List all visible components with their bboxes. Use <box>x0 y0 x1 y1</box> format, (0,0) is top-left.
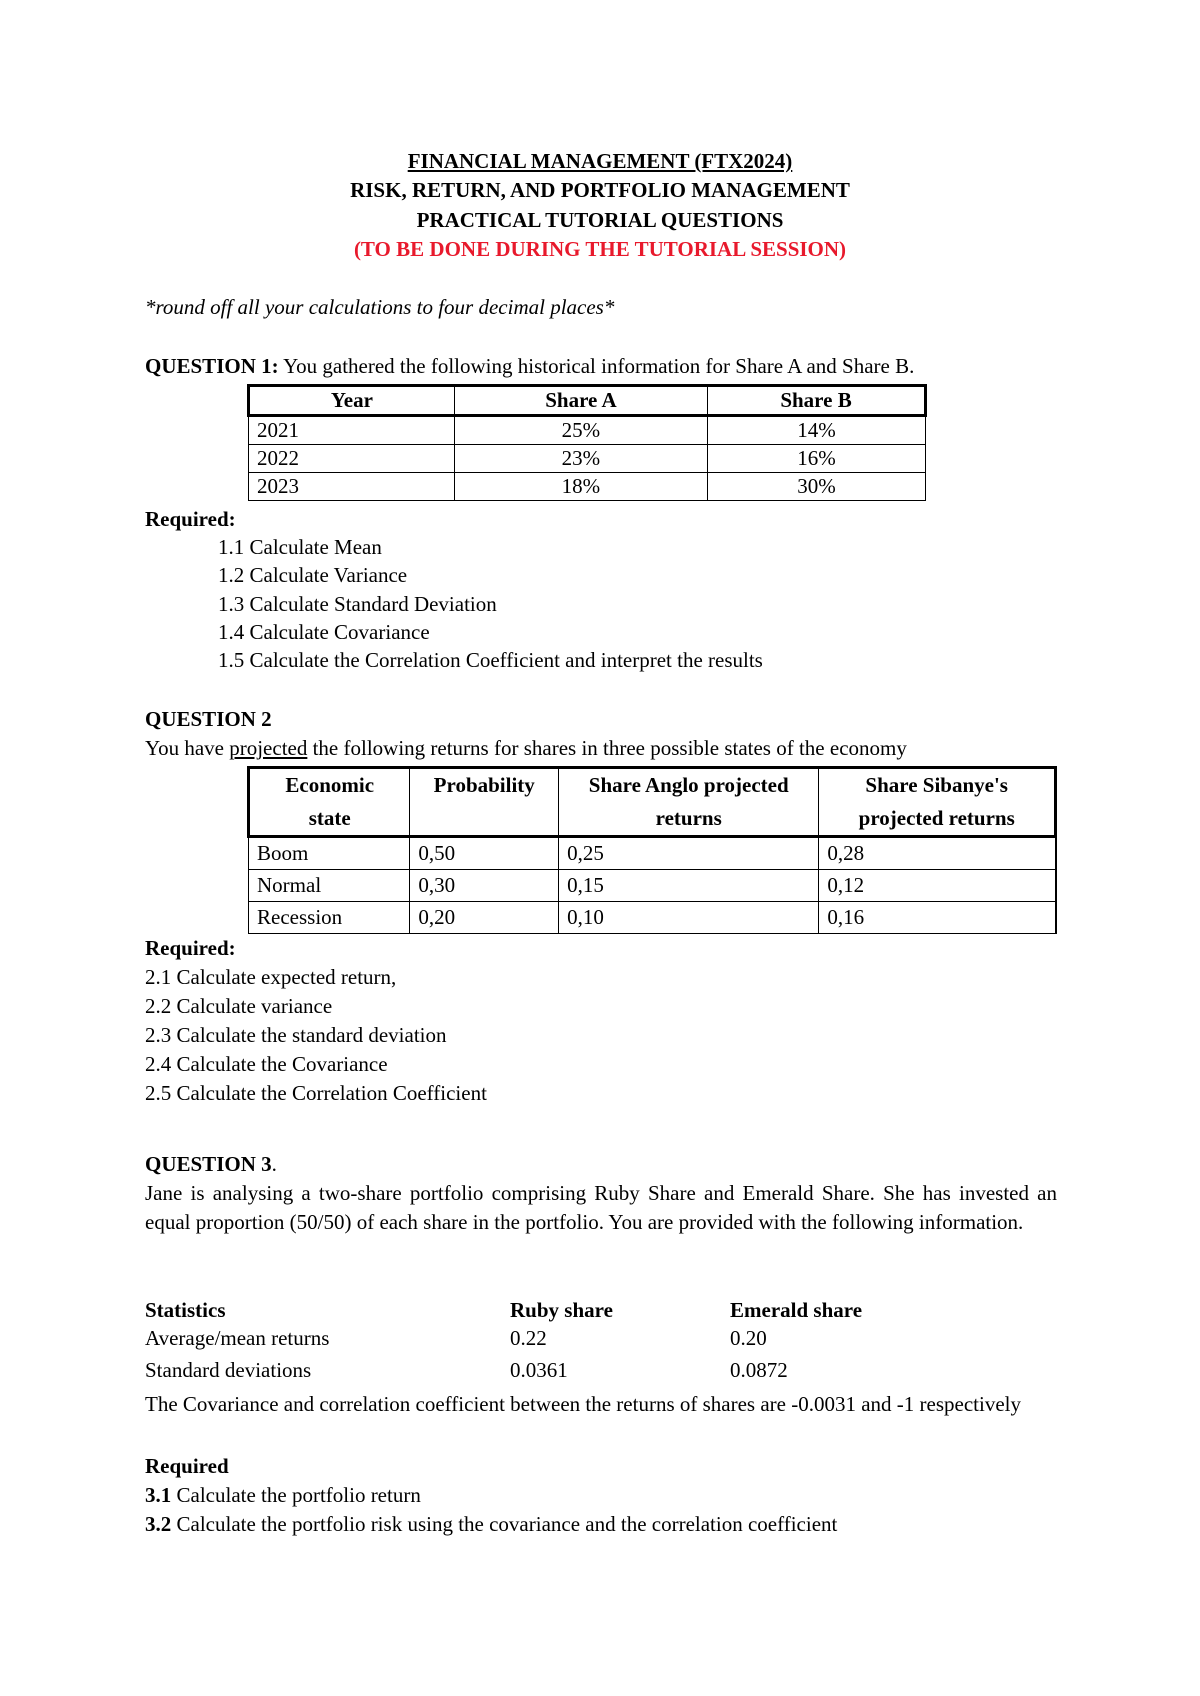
q2-cell: 0,30 <box>410 870 559 902</box>
q3-heading <box>145 1150 277 1179</box>
q2-intro-b: the following returns for shares in three possible states of the economy <box>307 736 907 760</box>
q1-cell: 2023 <box>249 473 455 501</box>
session-note: (TO BE DONE DURING THE TUTORIAL SESSION) <box>353 237 847 261</box>
q2-cell: 0,16 <box>819 902 1056 934</box>
q2-col-sibanye-line2: projected returns <box>858 806 1015 830</box>
q3-label-dot: . <box>271 1152 277 1176</box>
q3-stats-header-ruby: Ruby share <box>510 1298 613 1322</box>
q1-cell: 16% <box>708 445 926 473</box>
table-row <box>249 870 1056 902</box>
q2-cell: Boom <box>249 837 410 870</box>
q2-intro-a: You have <box>145 736 230 760</box>
q3-stats-row-label: Standard deviations <box>145 1358 312 1382</box>
q3-intro: Jane is analysing a two-share portfolio comprising Ruby Share and Emerald Share. She has invested an equal proportion (50/50) of each share in the portfolio. You are provided with the following information. <box>145 1181 1057 1234</box>
q2-required-label: Required: <box>145 936 236 960</box>
q3-covariance-text: The Covariance and correlation coefficient between the returns of shares are -0.0031 and -1 respectively <box>145 1392 1021 1416</box>
q2-item: 2.2 Calculate variance <box>145 994 333 1018</box>
q2-table-header <box>249 768 1056 837</box>
q1-table-header <box>249 386 926 416</box>
q2-cell: 0,10 <box>559 902 819 934</box>
topic-title: RISK, RETURN, AND PORTFOLIO MANAGEMENT <box>350 178 850 202</box>
q1-col-share-a: Share A <box>454 386 707 416</box>
q3-stats-header-emerald: Emerald share <box>730 1298 863 1322</box>
q1-cell: 18% <box>454 473 707 501</box>
q2-col-economic-state-line1: Economic <box>285 773 375 797</box>
q1-intro: You gathered the following historical information for Share A and Share B. <box>278 354 915 378</box>
q2-intro <box>145 734 907 763</box>
q1-heading <box>145 352 914 381</box>
q2-item: 2.5 Calculate the Correlation Coefficient <box>145 1081 487 1105</box>
q1-col-share-b: Share B <box>708 386 926 416</box>
q3-item-num: 3.2 <box>145 1512 172 1536</box>
q3-stats-row-emerald: 0.0872 <box>730 1358 788 1382</box>
q1-item: 1.5 Calculate the Correlation Coefficient and interpret the results <box>218 648 763 672</box>
q3-required-label: Required <box>145 1454 229 1478</box>
rounding-note: *round off all your calculations to four decimal places* <box>145 295 615 319</box>
q1-cell: 23% <box>454 445 707 473</box>
subtitle: PRACTICAL TUTORIAL QUESTIONS <box>416 208 784 232</box>
q1-cell: 25% <box>454 416 707 445</box>
q3-stats-row-emerald: 0.20 <box>730 1326 767 1350</box>
course-title: FINANCIAL MANAGEMENT (FTX2024) <box>407 149 793 173</box>
q2-col-sibanye <box>819 768 1056 837</box>
q2-item: 2.1 Calculate expected return, <box>145 965 397 989</box>
q2-cell: 0,28 <box>819 837 1056 870</box>
q2-col-anglo-line1: Share Anglo projected <box>588 773 789 797</box>
q1-cell: 14% <box>708 416 926 445</box>
q2-col-economic-state <box>249 768 410 837</box>
table-row <box>249 473 926 501</box>
q2-col-anglo <box>559 768 819 837</box>
q1-label: QUESTION 1: <box>145 354 279 378</box>
q2-cell: Recession <box>249 902 410 934</box>
q3-label: QUESTION 3 <box>145 1152 272 1176</box>
q2-table <box>247 766 1057 934</box>
q1-item: 1.2 Calculate Variance <box>218 563 408 587</box>
q3-stats-header-label: Statistics <box>145 1298 226 1322</box>
q2-col-sibanye-line1: Share Sibanye's <box>865 773 1008 797</box>
q2-intro-underlined: projected <box>229 736 308 760</box>
q2-col-anglo-line2: returns <box>655 806 722 830</box>
table-row <box>249 445 926 473</box>
q2-cell: 0,20 <box>410 902 559 934</box>
q1-col-year: Year <box>249 386 455 416</box>
q2-item: 2.4 Calculate the Covariance <box>145 1052 388 1076</box>
q1-table <box>247 384 927 501</box>
q2-item: 2.3 Calculate the standard deviation <box>145 1023 447 1047</box>
q2-cell: 0,15 <box>559 870 819 902</box>
q1-item: 1.3 Calculate Standard Deviation <box>218 592 497 616</box>
q2-cell: 0,12 <box>819 870 1056 902</box>
q1-cell: 30% <box>708 473 926 501</box>
q3-stats-row-label: Average/mean returns <box>145 1326 330 1350</box>
q3-item-text: Calculate the portfolio risk using the covariance and the correlation coefficient <box>171 1512 838 1536</box>
q2-heading: QUESTION 2 <box>145 707 272 731</box>
q1-required-label: Required: <box>145 507 236 531</box>
q3-item-text: Calculate the portfolio return <box>171 1483 421 1507</box>
q3-item <box>145 1510 837 1539</box>
q2-col-economic-state-line2: state <box>308 806 351 830</box>
table-row <box>249 416 926 445</box>
q3-item-num: 3.1 <box>145 1483 172 1507</box>
table-row <box>249 902 1056 934</box>
q1-item: 1.4 Calculate Covariance <box>218 620 430 644</box>
q1-item: 1.1 Calculate Mean <box>218 535 382 559</box>
q2-col-probability-line1: Probability <box>433 773 535 797</box>
q3-stats-row-ruby: 0.0361 <box>510 1358 568 1382</box>
q2-cell: 0,25 <box>559 837 819 870</box>
q1-cell: 2021 <box>249 416 455 445</box>
q3-stats-row-ruby: 0.22 <box>510 1326 547 1350</box>
q2-cell: 0,50 <box>410 837 559 870</box>
q2-cell: Normal <box>249 870 410 902</box>
table-row <box>249 837 1056 870</box>
q3-item <box>145 1481 421 1510</box>
q1-cell: 2022 <box>249 445 455 473</box>
q2-col-probability <box>410 768 559 837</box>
